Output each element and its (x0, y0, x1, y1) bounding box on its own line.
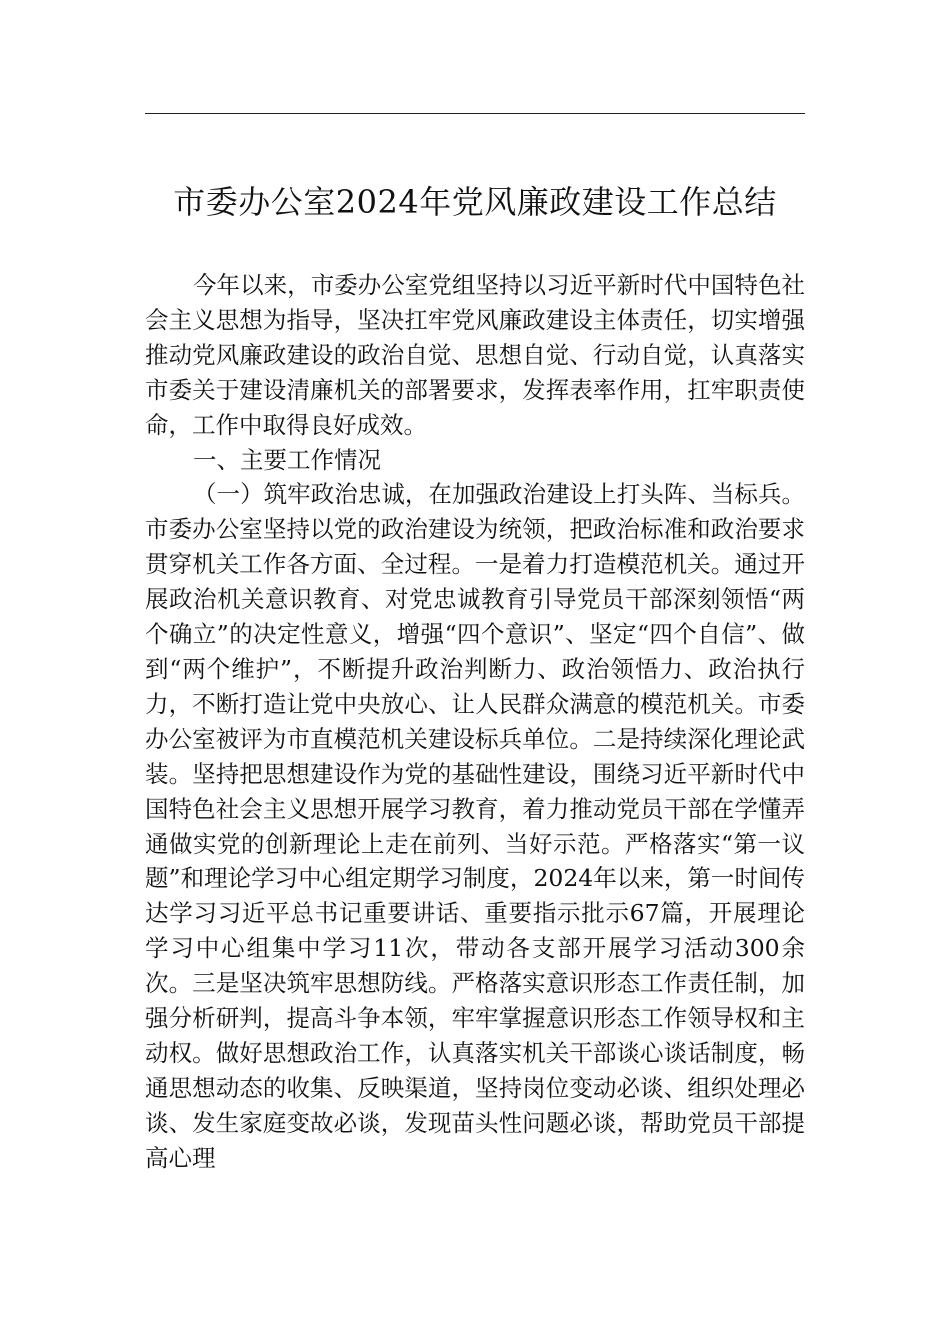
header-rule (145, 113, 805, 114)
section-paragraph: （一）筑牢政治忠诚，在加强政治建设上打头阵、当标兵。市委办公室坚持以党的政治建设为统领，把政治标准和政治要求贯穿机关工作各方面、全过程。一是着力打造模范机关。通过开展政治机关意识教育、对党忠诚教育引导党员干部深刻领悟“两个确立”的决定性意义，增强“四个意识”、坚定“四个自信”、做到“两个维护”，不断提升政治判断力、政治领悟力、政治执行力，不断打造让党中央放心、让人民群众满意的模范机关。市委办公室被评为市直模范机关建设标兵单位。二是持续深化理论武装。坚持把思想建设作为党的基础性建设，围绕习近平新时代中国特色社会主义思想开展学习教育，着力推动党员干部在学懂弄通做实党的创新理论上走在前列、当好示范。严格落实“第一议题”和理论学习中心组定期学习制度，2024年以来，第一时间传达学习习近平总书记重要讲话、重要指示批示67篇，开展理论学习中心组集中学习11次，带动各支部开展学习活动300余次。三是坚决筑牢思想防线。严格落实意识形态工作责任制，加强分析研判，提高斗争本领，牢牢掌握意识形态工作领导权和主动权。做好思想政治工作，认真落实机关干部谈心谈话制度，畅通思想动态的收集、反映渠道，坚持岗位变动必谈、组织处理必谈、发生家庭变故必谈，发现苗头性问题必谈，帮助党员干部提高心理 (145, 480, 805, 1172)
document-title: 市委办公室2024年党风廉政建设工作总结 (173, 183, 777, 221)
document-body (145, 268, 805, 1176)
section-heading: 一、主要工作情况 (193, 445, 381, 474)
intro-paragraph: 今年以来，市委办公室党组坚持以习近平新时代中国特色社会主义思想为指导，坚决扛牢党风廉政建设主体责任，切实增强推动党风廉政建设的政治自觉、思想自觉、行动自觉，认真落实市委关于建设清廉机关的部署要求，发挥表率作用，扛牢职责使命，工作中取得良好成效。 (145, 271, 805, 439)
